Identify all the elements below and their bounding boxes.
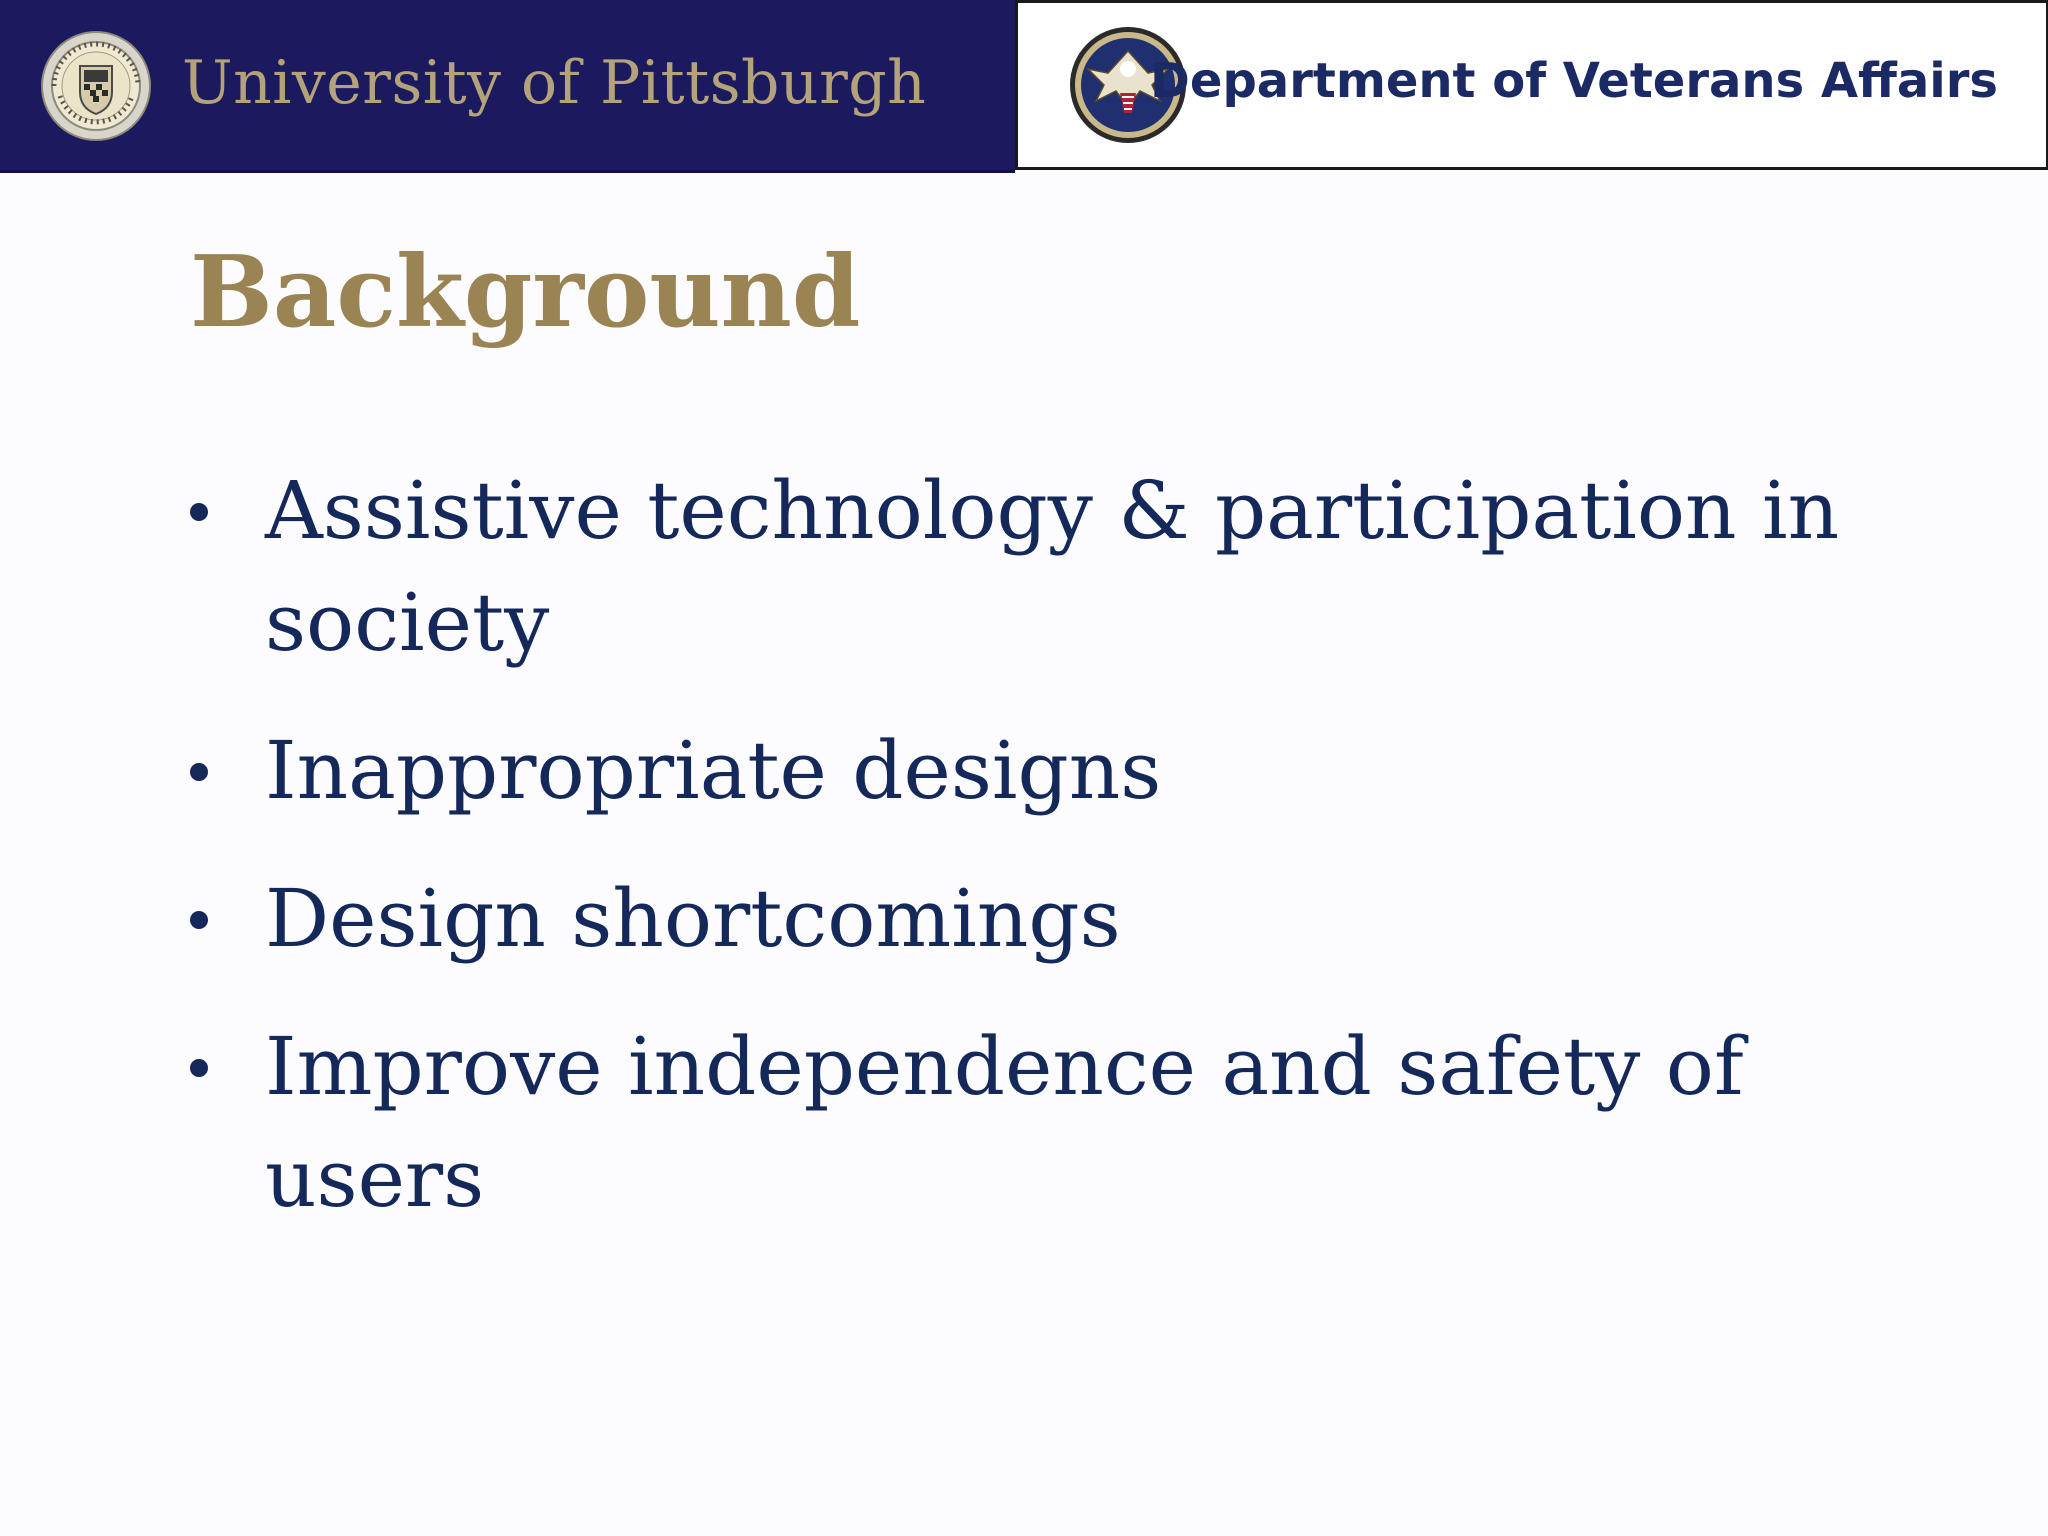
bullet-icon bbox=[190, 763, 208, 781]
header-banner bbox=[0, 0, 2048, 172]
department-name: Department of Veterans Affairs bbox=[1150, 53, 1998, 109]
bullet-item bbox=[190, 455, 1910, 679]
university-seal-icon bbox=[40, 30, 152, 142]
bullet-icon bbox=[190, 911, 208, 929]
bullet-icon bbox=[190, 503, 208, 521]
bullet-text: Design shortcomings bbox=[265, 872, 1121, 965]
bullet-icon bbox=[190, 1059, 208, 1077]
va-banner bbox=[1015, 0, 2048, 170]
slide-title: Background bbox=[190, 235, 861, 350]
bullet-list bbox=[190, 455, 1910, 1271]
university-name: University of Pittsburgh bbox=[182, 48, 927, 118]
bullet-text: Assistive technology & participation in society bbox=[265, 464, 1840, 669]
bullet-item bbox=[190, 715, 1910, 827]
bullet-text: Inappropriate designs bbox=[265, 724, 1162, 817]
bullet-item bbox=[190, 863, 1910, 975]
bullet-text: Improve independence and safety of users bbox=[265, 1020, 1744, 1225]
bullet-item bbox=[190, 1011, 1910, 1235]
pitt-banner bbox=[0, 0, 1015, 173]
